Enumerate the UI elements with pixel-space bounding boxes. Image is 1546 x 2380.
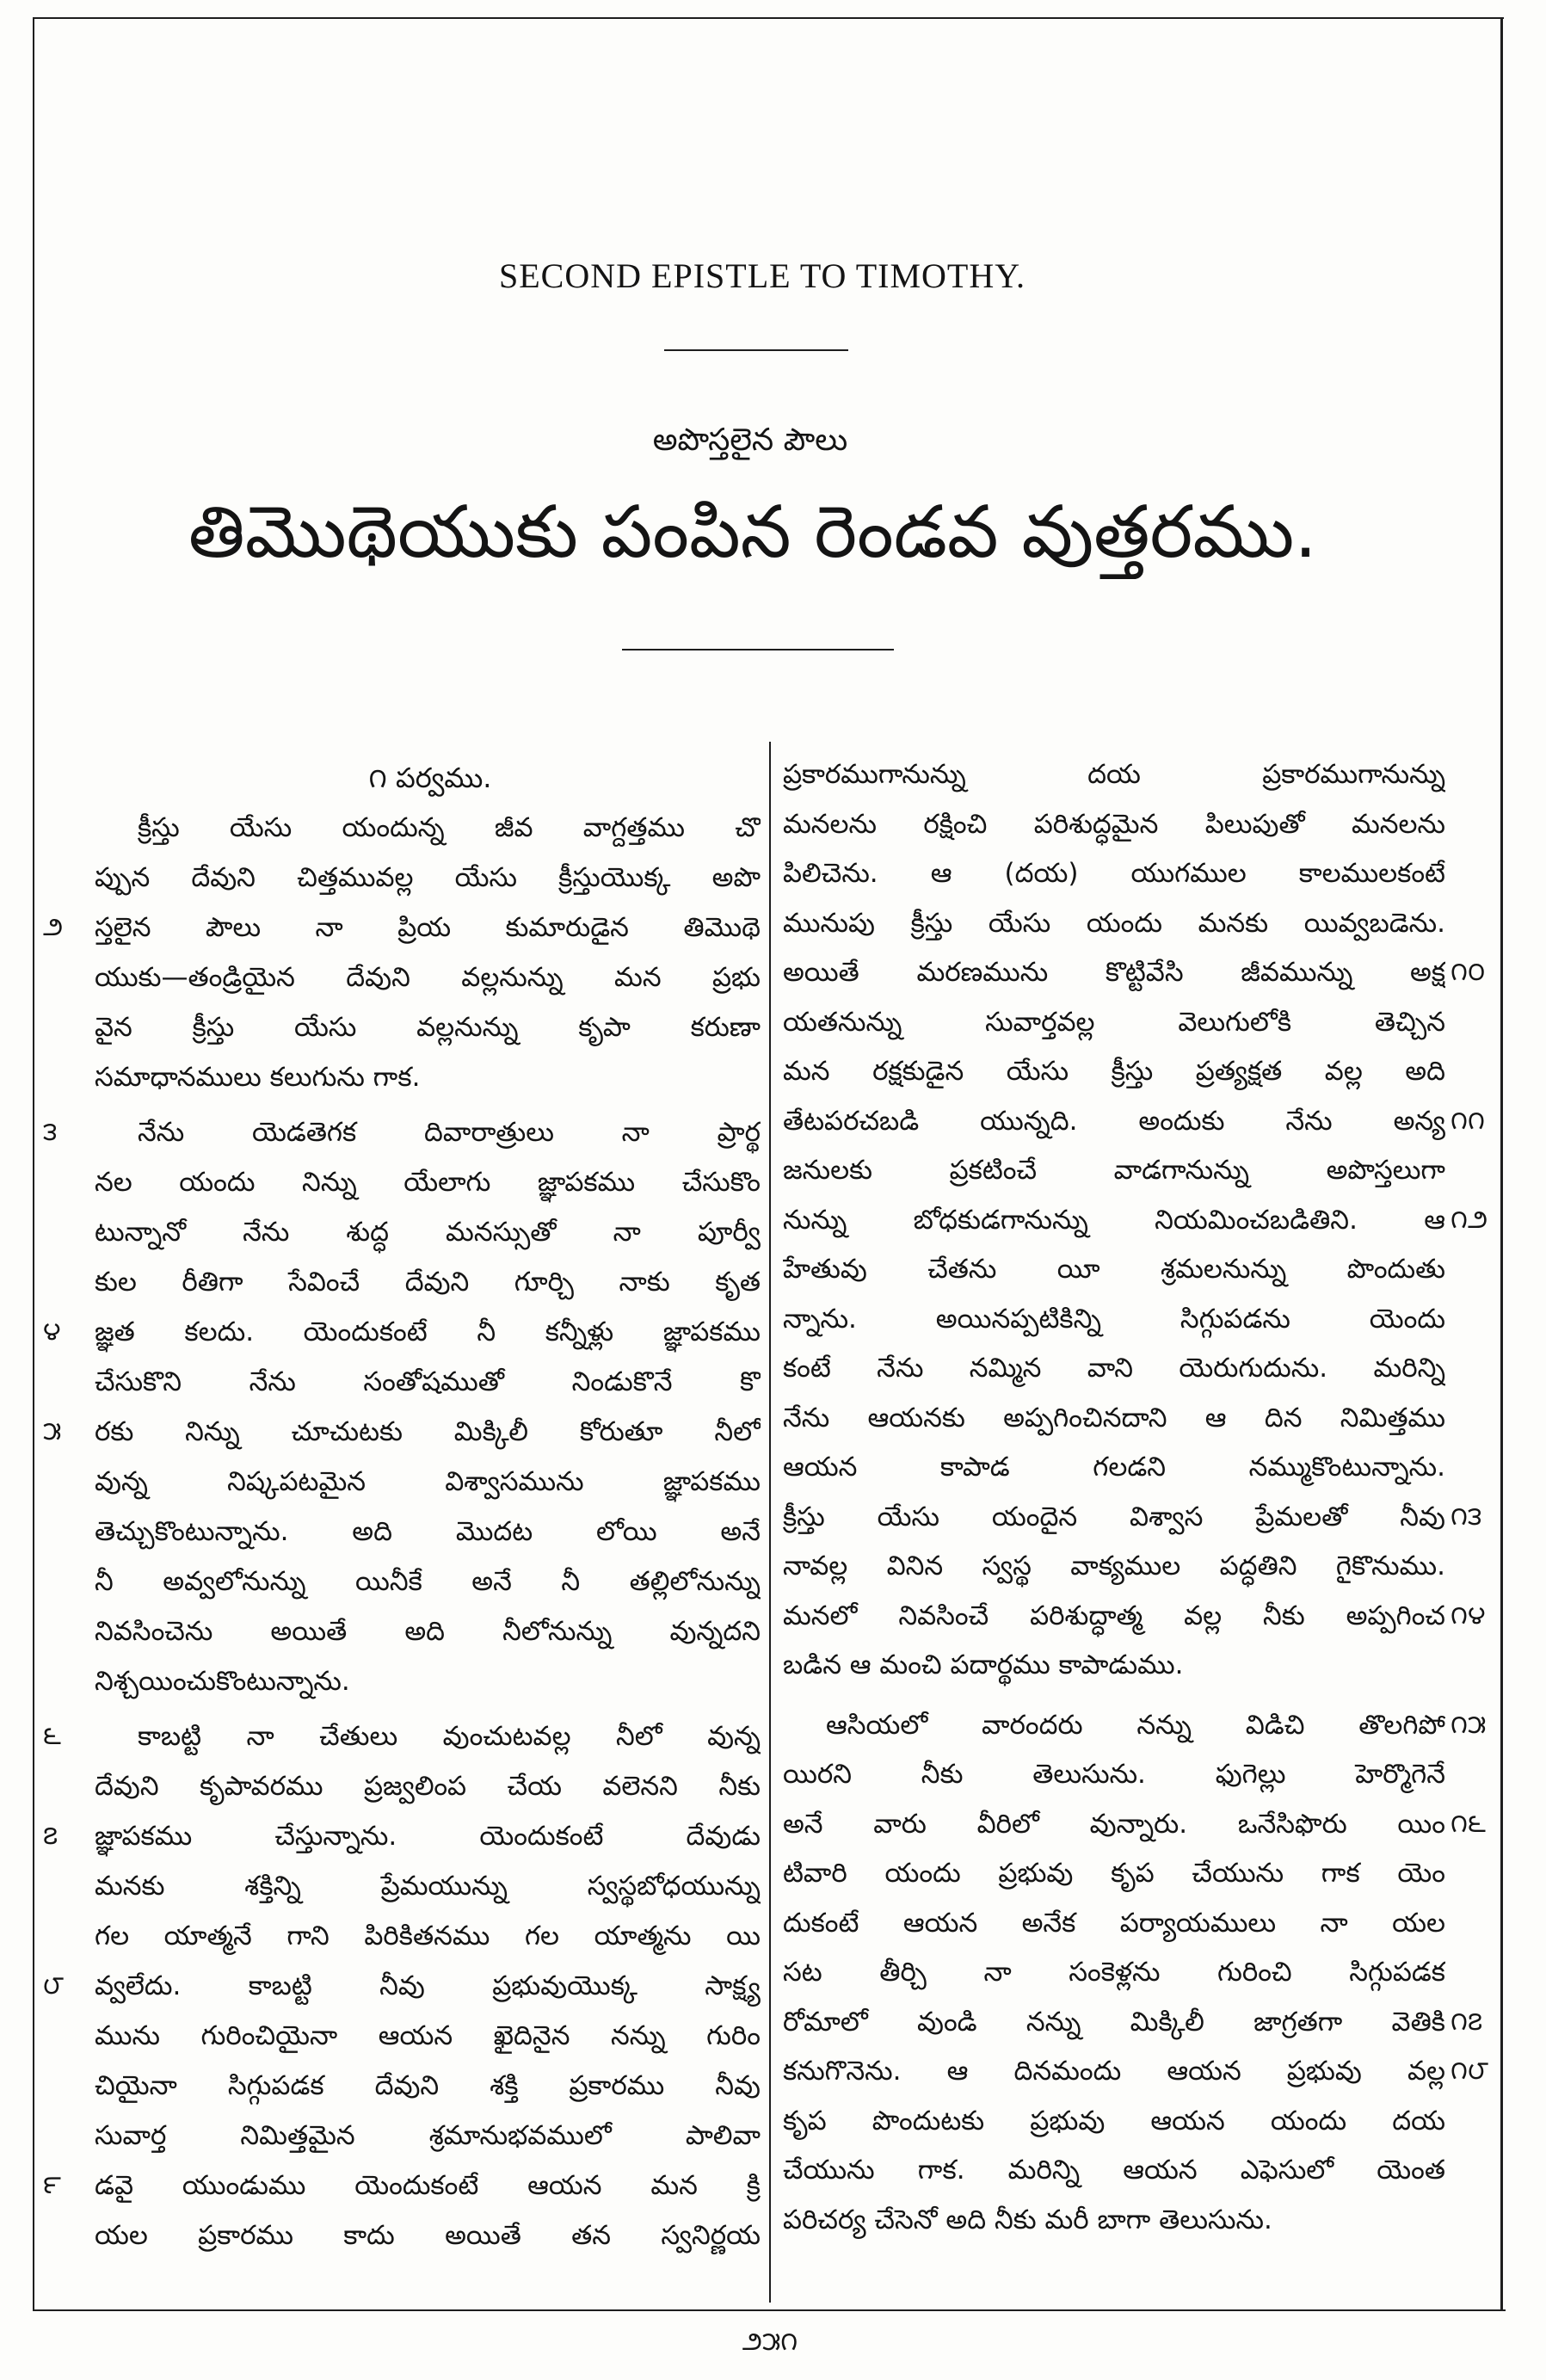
text-line: ఆసియలో వారందరు నన్ను విడిచి తొలగిపో [826,1709,1445,1741]
text-line: నిశ్చయించుకొంటున్నాను. [95,1666,350,1697]
text-line: చేసుకొని నేను సంతోషముతో నిండుకొనే కొ [95,1366,761,1397]
page-number: ౨౫౧ [742,2327,798,2357]
text-line: ప్రకారముగానున్ను దయ ప్రకారముగానున్ను [783,759,1445,790]
text-line: నున్ను బోధకుడగానున్ను నియమించబడితిని. ఆ [783,1204,1445,1236]
verse-number: ౯ [43,2170,61,2200]
verse-number: ౮ [43,1970,65,2001]
text-line: బడిన ఆ మంచి పదార్థము కాపాడుము. [783,1649,1184,1680]
verse-number: ౧౪ [1451,1600,1486,1631]
text-line: చియైనా సిగ్గుపడక దేవుని శక్తి ప్రకారము నీవు [95,2070,761,2101]
text-line: నల యందు నిన్ను యేలాగు జ్ఞాపకము చేసుకొం [95,1167,761,1198]
verse-number: ౭ [43,1821,59,1851]
text-line: నేను యెడతెగక దివారాత్రులు నా ప్రార్థ [138,1117,761,1148]
text-line: నీ అవ్వలోనున్ను యినీకే అనే నీ తల్లిలోనున్ను [95,1566,761,1597]
verse-number: ౧౧ [1451,1105,1485,1136]
text-line: అయితే మరణమును కొట్టివేసి జీవమున్ను అక్ష [783,957,1445,988]
text-line: అనే వారు వీరిలో వున్నారు. ఒనేసిఫొరు యిం [783,1808,1445,1840]
verse-number: ౩ [43,1117,58,1147]
verse-number: ౧౩ [1451,1501,1482,1532]
text-line: డవై యుండుము యెందుకంటే ఆయన మన క్రి [95,2170,761,2201]
text-line: కుల రీతిగా సేవించే దేవుని గూర్చి నాకు కృత [95,1267,761,1298]
text-line: మన రక్షకుడైన యేసు క్రీస్తు ప్రత్యక్షత వల్ల అది [783,1056,1445,1087]
text-line: నివసించెను అయితే అది నీలోనున్ను వున్నదని [95,1616,761,1647]
text-line: కనుగొనెను. ఆ దినమందు ఆయన ప్రభువు వల్ల [783,2056,1445,2087]
verse-number: ౧౦ [1451,957,1486,987]
text-line: కంటే నేను నమ్మిన వాని యెరుగుదును. మరిన్ని [783,1353,1445,1384]
text-line: సమాధానములు కలుగును గాక. [95,1062,421,1093]
text-line: సువార్త నిమిత్తమైన శ్రమానుభవములో పాలివా [95,2120,761,2151]
chapter-heading: ౧ పర్వము. [368,761,492,794]
text-line: పరిచర్య చేసెనో అది నీకు మరీ బాగా తెలుసును. [783,2204,1272,2235]
text-line: క్రీస్తు యేసు యందున్న జీవ వాగ్దత్తము చొ [138,812,761,843]
text-line: ఆయన కాపాడ గలడని నమ్ముకొంటున్నాను. [783,1452,1445,1483]
text-line: జనులకు ప్రకటించే వాడగానున్ను అపొస్తలుగా [783,1155,1445,1186]
text-line: పిలిచెను. ఆ (దయ) యుగముల కాలములకంటే [783,858,1445,889]
text-line: మనకు శక్తిన్ని ప్రేమయున్ను స్వస్థబోధయున్ను [95,1871,761,1902]
text-line: న్నాను. అయినప్పటికిన్ని సిగ్గుపడను యెందు [783,1303,1445,1335]
text-line: వున్న నిష్కపటమైన విశ్వాసమును జ్ఞాపకము [95,1466,761,1497]
text-line: తేటపరచబడి యున్నది. అందుకు నేను అన్య [783,1105,1445,1137]
text-line: జ్ఞాపకము చేస్తున్నాను. యెందుకంటే దేవుడు [95,1821,761,1852]
text-line: సట తీర్చి నా సంకెళ్లను గురించి సిగ్గుపడక [783,1957,1445,1988]
page-title: తిమొథెయుకు పంపిన రెండవ వుత్తరము. [188,490,1317,574]
text-line: వైన క్రీస్తు యేసు వల్లనున్ను కృపా కరుణా [95,1012,761,1043]
text-line: రకు నిన్ను చూచుటకు మిక్కిలీ కోరుతూ నీలో [95,1416,761,1447]
verse-number: ౧౮ [1451,2056,1489,2086]
text-line: దేవుని కృపావరము ప్రజ్వలింప చేయ వలెనని నీకు [95,1771,761,1802]
text-line: జ్ఞత కలదు. యెందుకంటే నీ కన్నీళ్లు జ్ఞాపకము [95,1316,761,1347]
text-line: హేతువు చేతను యీ శ్రమలనున్ను పొందుతు [783,1254,1445,1285]
verse-number: ౪ [43,1316,61,1347]
verse-number: ౧౫ [1451,1709,1487,1740]
verse-number: ౬ [43,1721,61,1751]
text-line: యుకు—తండ్రియైన దేవుని వల్లనున్ను మన ప్రభు [95,962,761,993]
text-line: యిరని నీకు తెలుసును. ఫుగెల్లు హెర్మొగెనే [783,1759,1445,1790]
text-line: ప్పున దేవుని చిత్తమువల్ల యేసు క్రీస్తుయొక్క అపొ [95,862,761,893]
text-line: తెచ్చుకొంటున్నాను. అది మొదట లోయి అనే [95,1516,761,1547]
text-line: గల యాత్మనే గాని పిరికితనము గల యాత్మను యి [95,1921,761,1951]
text-line: వ్వలేదు. కాబట్టి నీవు ప్రభువుయొక్క సాక్ష్య [95,1970,761,2001]
english-title: SECOND EPISTLE TO TIMOTHY. [499,256,1026,295]
text-line: నేను ఆయనకు అప్పగించినదాని ఆ దిన నిమిత్తము [783,1402,1445,1434]
text-line: నావల్ల వినిన స్వస్థ వాక్యముల పద్ధతిని గైకొనుము. [783,1551,1445,1582]
text-line: రోమాలో వుండి నన్ను మిక్కిలీ జాగ్రతగా వెతికి [783,2006,1445,2038]
verse-number: ౧౭ [1451,2006,1483,2037]
text-line: చేయును గాక. మరిన్ని ఆయన ఎఫెసులో యెంత [783,2155,1445,2186]
page-subtitle: అపొస్తలైన పౌలు [652,422,848,458]
text-line: మనలో నివసించే పరిశుద్ధాత్మ వల్ల నీకు అప్పగించ [783,1600,1445,1631]
verse-number: ౧౨ [1451,1204,1488,1235]
text-line: క్రీస్తు యేసు యందైన విశ్వాస ప్రేమలతో నీవు [783,1501,1445,1532]
text-line: మును గురించియైనా ఆయన ఖైదినైన నన్ను గురిం [95,2020,761,2051]
text-line: కాబట్టి నా చేతులు వుంచుటవల్ల నీలో వున్న [138,1721,761,1752]
text-line: మునుపు క్రీస్తు యేసు యందు మనకు యివ్వబడెను. [783,907,1445,939]
text-line: యల ప్రకారము కాదు అయితే తన స్వనిర్ణయ [95,2220,761,2251]
verse-number: ౨ [43,912,64,942]
text-line: కృప పొందుటకు ప్రభువు ఆయన యందు దయ [783,2105,1445,2136]
text-line: స్తలైన పౌలు నా ప్రియ కుమారుడైన తిమొథె [95,912,761,943]
text-line: యతనున్ను సువార్తవల్ల వెలుగులోకి తెచ్చిన [783,1006,1445,1038]
text-line: మనలను రక్షించి పరిశుద్ధమైన పిలుపుతో మనలను [783,808,1445,840]
text-line: టున్నానో నేను శుద్ధ మనస్సుతో నా పూర్వీ [95,1217,761,1248]
verse-number: ౫ [43,1416,62,1446]
text-line: టివారి యందు ప్రభువు కృప చేయును గాక యెం [783,1858,1445,1889]
verse-number: ౧౬ [1451,1808,1486,1839]
text-line: దుకంటే ఆయన అనేక పర్యాయములు నా యల [783,1907,1445,1939]
